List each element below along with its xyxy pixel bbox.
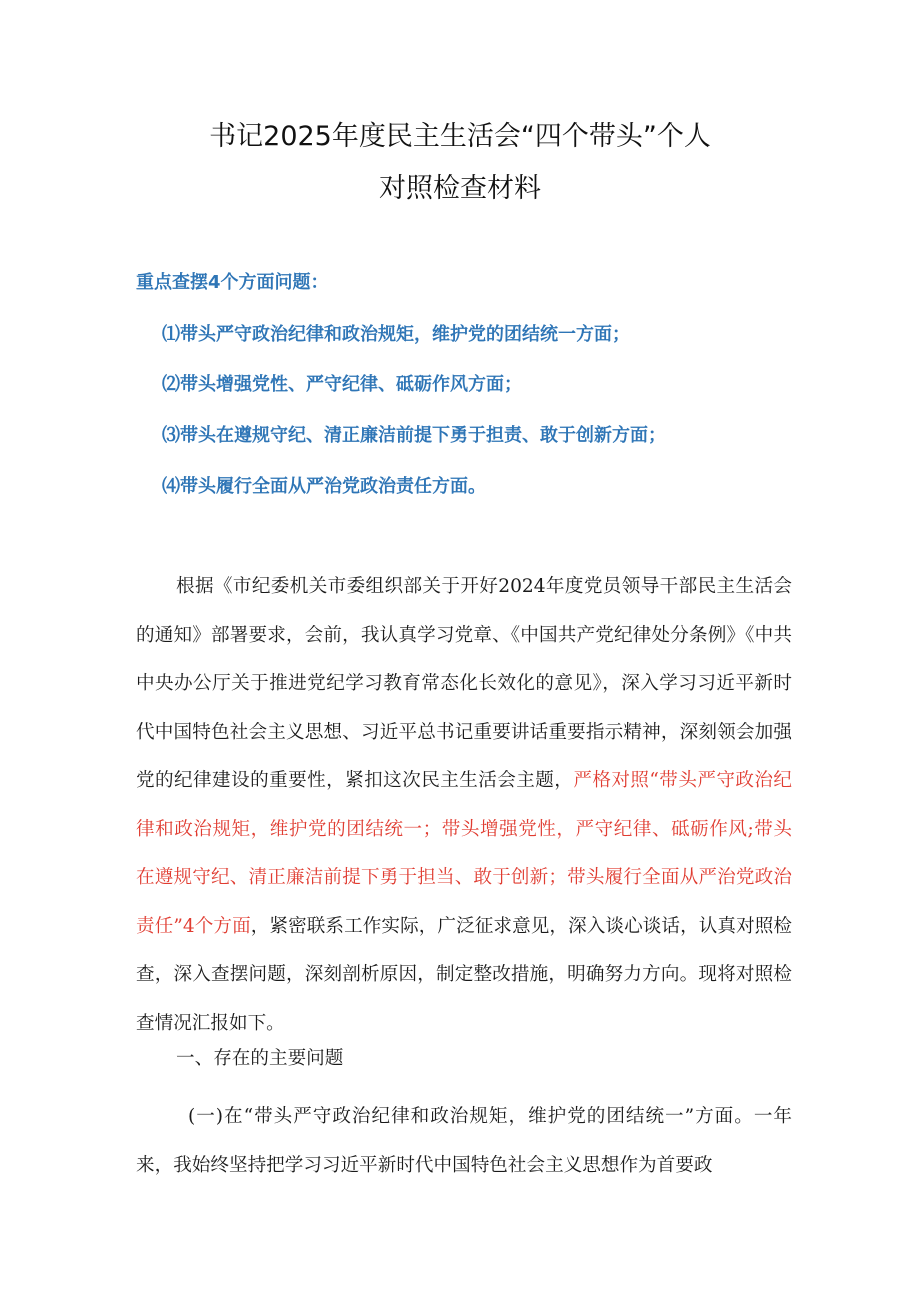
document-title-line2: 对照检查材料 — [379, 173, 541, 204]
focus-item-4: ⑷带头履行全面从严治党政治责任方面。 — [162, 476, 486, 497]
intro-paragraph — [136, 563, 792, 1048]
intro-text-highlight: 严格对照“带头严守政治纪律和政治规矩，维护党的团结统一；带头增强党性，严守纪律、砥砺作风;带头在遵规守纪、清正廉洁前提下勇于担当、敢于创新；带头履行全面从严治党政治责任”4个方面 — [136, 770, 792, 937]
intro-text-after: ，紧密联系工作实际，广泛征求意见，深入谈心谈话，认真对照检查，深入查摆问题，深刻剖析原因，制定整改措施，明确努力方向。现将对照检查情况汇报如下。 — [136, 915, 792, 1034]
focus-item-1: ⑴带头严守政治纪律和政治规矩，维护党的团结统一方面； — [162, 324, 630, 345]
section1-heading: 一、存在的主要问题 — [176, 1048, 344, 1069]
document-title-line1: 书记2025年度民主生活会“四个带头”个人 — [209, 121, 711, 152]
focus-heading: 重点查摆4个方面问题： — [136, 272, 329, 293]
focus-item-3: ⑶带头在遵规守纪、清正廉洁前提下勇于担责、敢于创新方面； — [162, 425, 666, 446]
section1-paragraph: (一)在“带头严守政治纪律和政治规矩，维护党的团结统一”方面。一年来，我始终坚持把学习习近平新时代中国特色社会主义思想作为首要政 — [136, 1106, 792, 1176]
focus-item-2: ⑵带头增强党性、严守纪律、砥砺作风方面； — [162, 374, 522, 395]
intro-text-before: 根据《市纪委机关市委组织部关于开好2024年度党员领导干部民主生活会的通知》部署要求，会前，我认真学习党章、《中国共产党纪律处分条例》《中共中央办公厅关于推进党纪学习教育常态化长效化的意见》，深入学习习近平新时代中国特色社会主义思想、习近平总书记重要讲话重要指示精神，深刻领会加强党的纪律建设的重要性，紧扣这次民主生活会主题， — [136, 576, 792, 791]
